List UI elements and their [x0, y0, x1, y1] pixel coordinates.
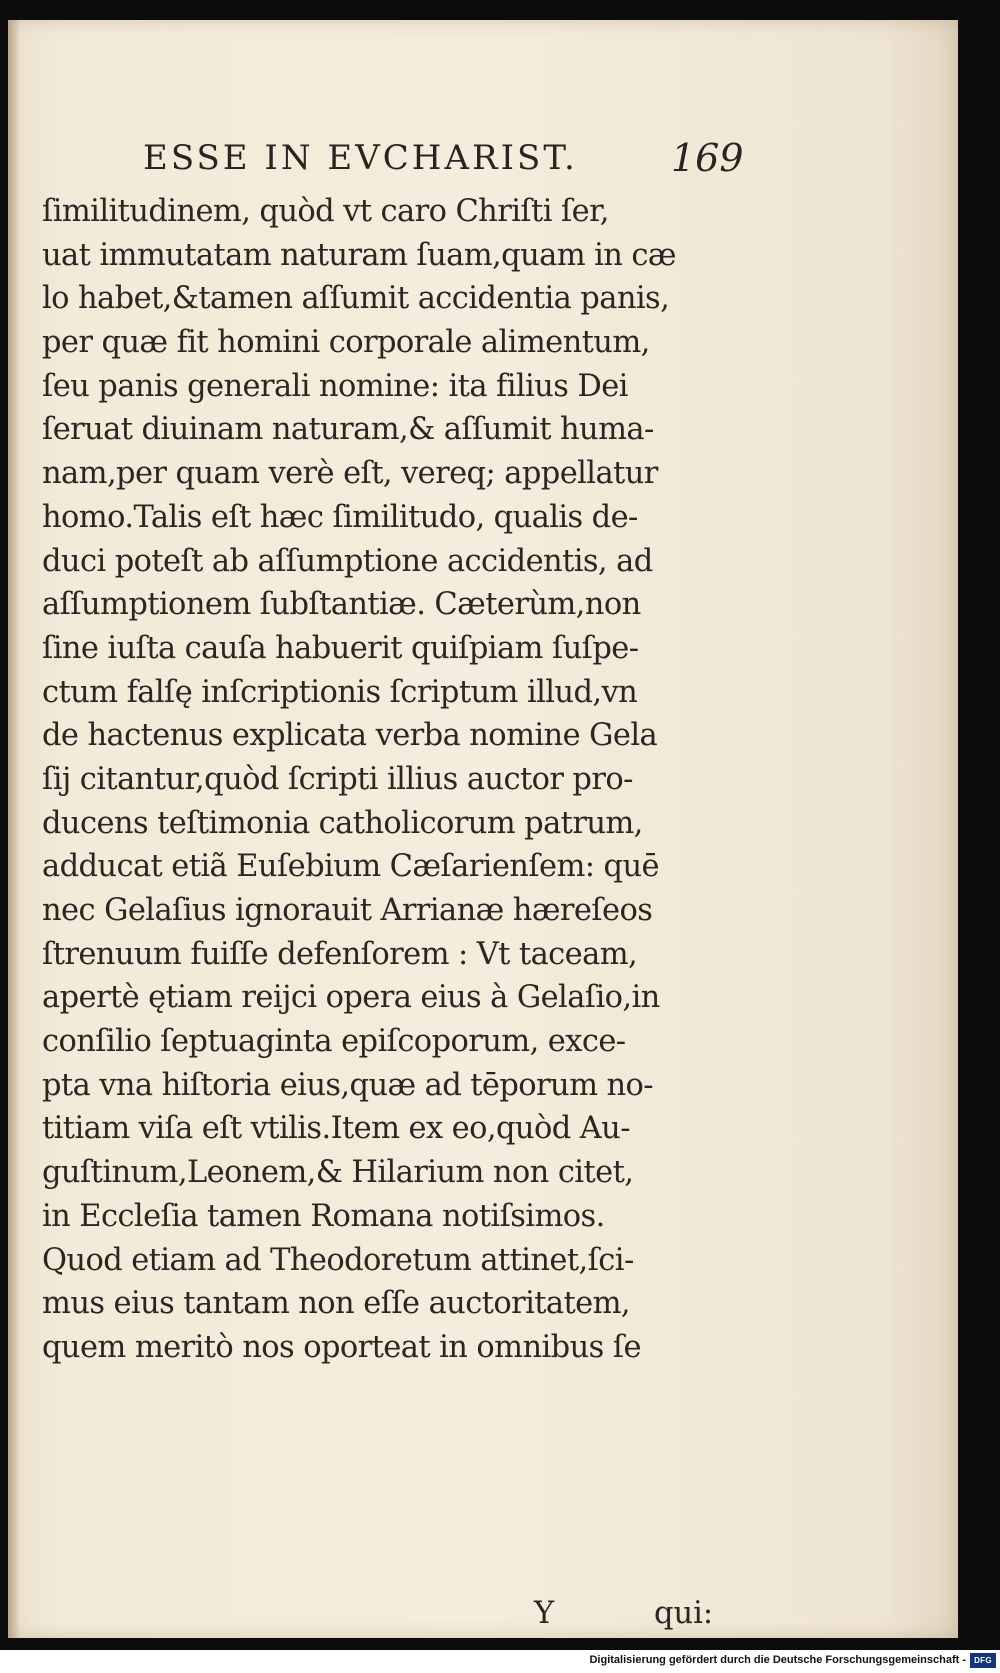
text-line: guſtinum,Leonem,& Hilarium non citet,	[42, 1155, 634, 1191]
text-line: ducens teſtimonia catholicorum patrum,	[42, 805, 643, 841]
digitization-footer	[0, 1650, 1000, 1673]
text-line: ſeruat diuinam naturam,& aſſumit huma-	[42, 412, 654, 448]
text-line: de hactenus explicata verba nomine Gela	[42, 718, 658, 754]
text-line: conſilio ſeptuaginta epiſcoporum, exce-	[42, 1024, 626, 1060]
text-line: ctum falſę inſcriptionis ſcriptum illud,vn	[42, 674, 638, 710]
body-text	[42, 190, 728, 1631]
page-header	[143, 138, 743, 188]
running-title: ESSE IN EVCHARIST.	[143, 138, 578, 178]
text-line: lo habet,&tamen aſſumit accidentia panis,	[42, 281, 670, 317]
book-page	[8, 20, 958, 1638]
text-line: uat immutatam naturam ſuam,quam in cæ	[42, 237, 676, 273]
text-line: ſimilitudinem, quòd vt caro Chriſti ſer,	[42, 194, 609, 229]
text-line: aſſumptionem ſubſtantiæ. Cæterùm,non	[42, 587, 641, 623]
dfg-logo: DFG	[970, 1653, 996, 1668]
funding-credit: Digitalisierung gefördert durch die Deutsche Forschungsgemeinschaft -	[589, 1654, 966, 1666]
text-line: nam,per quam verè eſt, vereq; appellatur	[42, 456, 658, 492]
signature-mark: Y	[534, 1596, 555, 1631]
text-line: ſeu panis generali nomine: ita filius Dei	[42, 368, 628, 404]
catchword: qui:	[654, 1596, 714, 1631]
text-line: adducat etiã Euſebium Cæſarienſem: quē	[42, 849, 659, 885]
text-line: per quæ fit homini corporale alimentum,	[42, 325, 650, 361]
text-line: apertè ętiam reijci opera eius à Gelaſio,in	[42, 980, 660, 1016]
text-line: ſij citantur,quòd ſcripti illius auctor pro-	[42, 761, 633, 797]
page-gutter-shadow	[8, 20, 20, 1638]
page-number: 169	[671, 136, 744, 180]
catchline	[42, 1592, 728, 1636]
text-line: pta vna hiſtoria eius,quæ ad tēporum no-	[42, 1067, 654, 1103]
text-line: mus eius tantam non eſſe auctoritatem,	[42, 1286, 630, 1322]
text-line: quem meritò nos oporteat in omnibus ſe	[42, 1329, 641, 1365]
text-line: nec Gelaſius ignorauit Arrianæ hæreſeos	[42, 893, 653, 928]
text-line: in Eccleſia tamen Romana notiſsimos.	[42, 1198, 605, 1234]
text-line: ſine iuſta cauſa habuerit quiſpiam ſuſpe-	[42, 630, 639, 666]
text-line: duci poteſt ab aſſumptione accidentis, ad	[42, 543, 653, 579]
text-line: ſtrenuum fuiſſe defenſorem : Vt taceam,	[42, 936, 638, 972]
text-line: titiam viſa eſt vtilis.Item ex eo,quòd Au-	[42, 1111, 630, 1147]
text-line: homo.Talis eſt hæc ſimilitudo, qualis de-	[42, 499, 638, 535]
text-line: Quod etiam ad Theodoretum attinet,ſci-	[42, 1242, 634, 1278]
